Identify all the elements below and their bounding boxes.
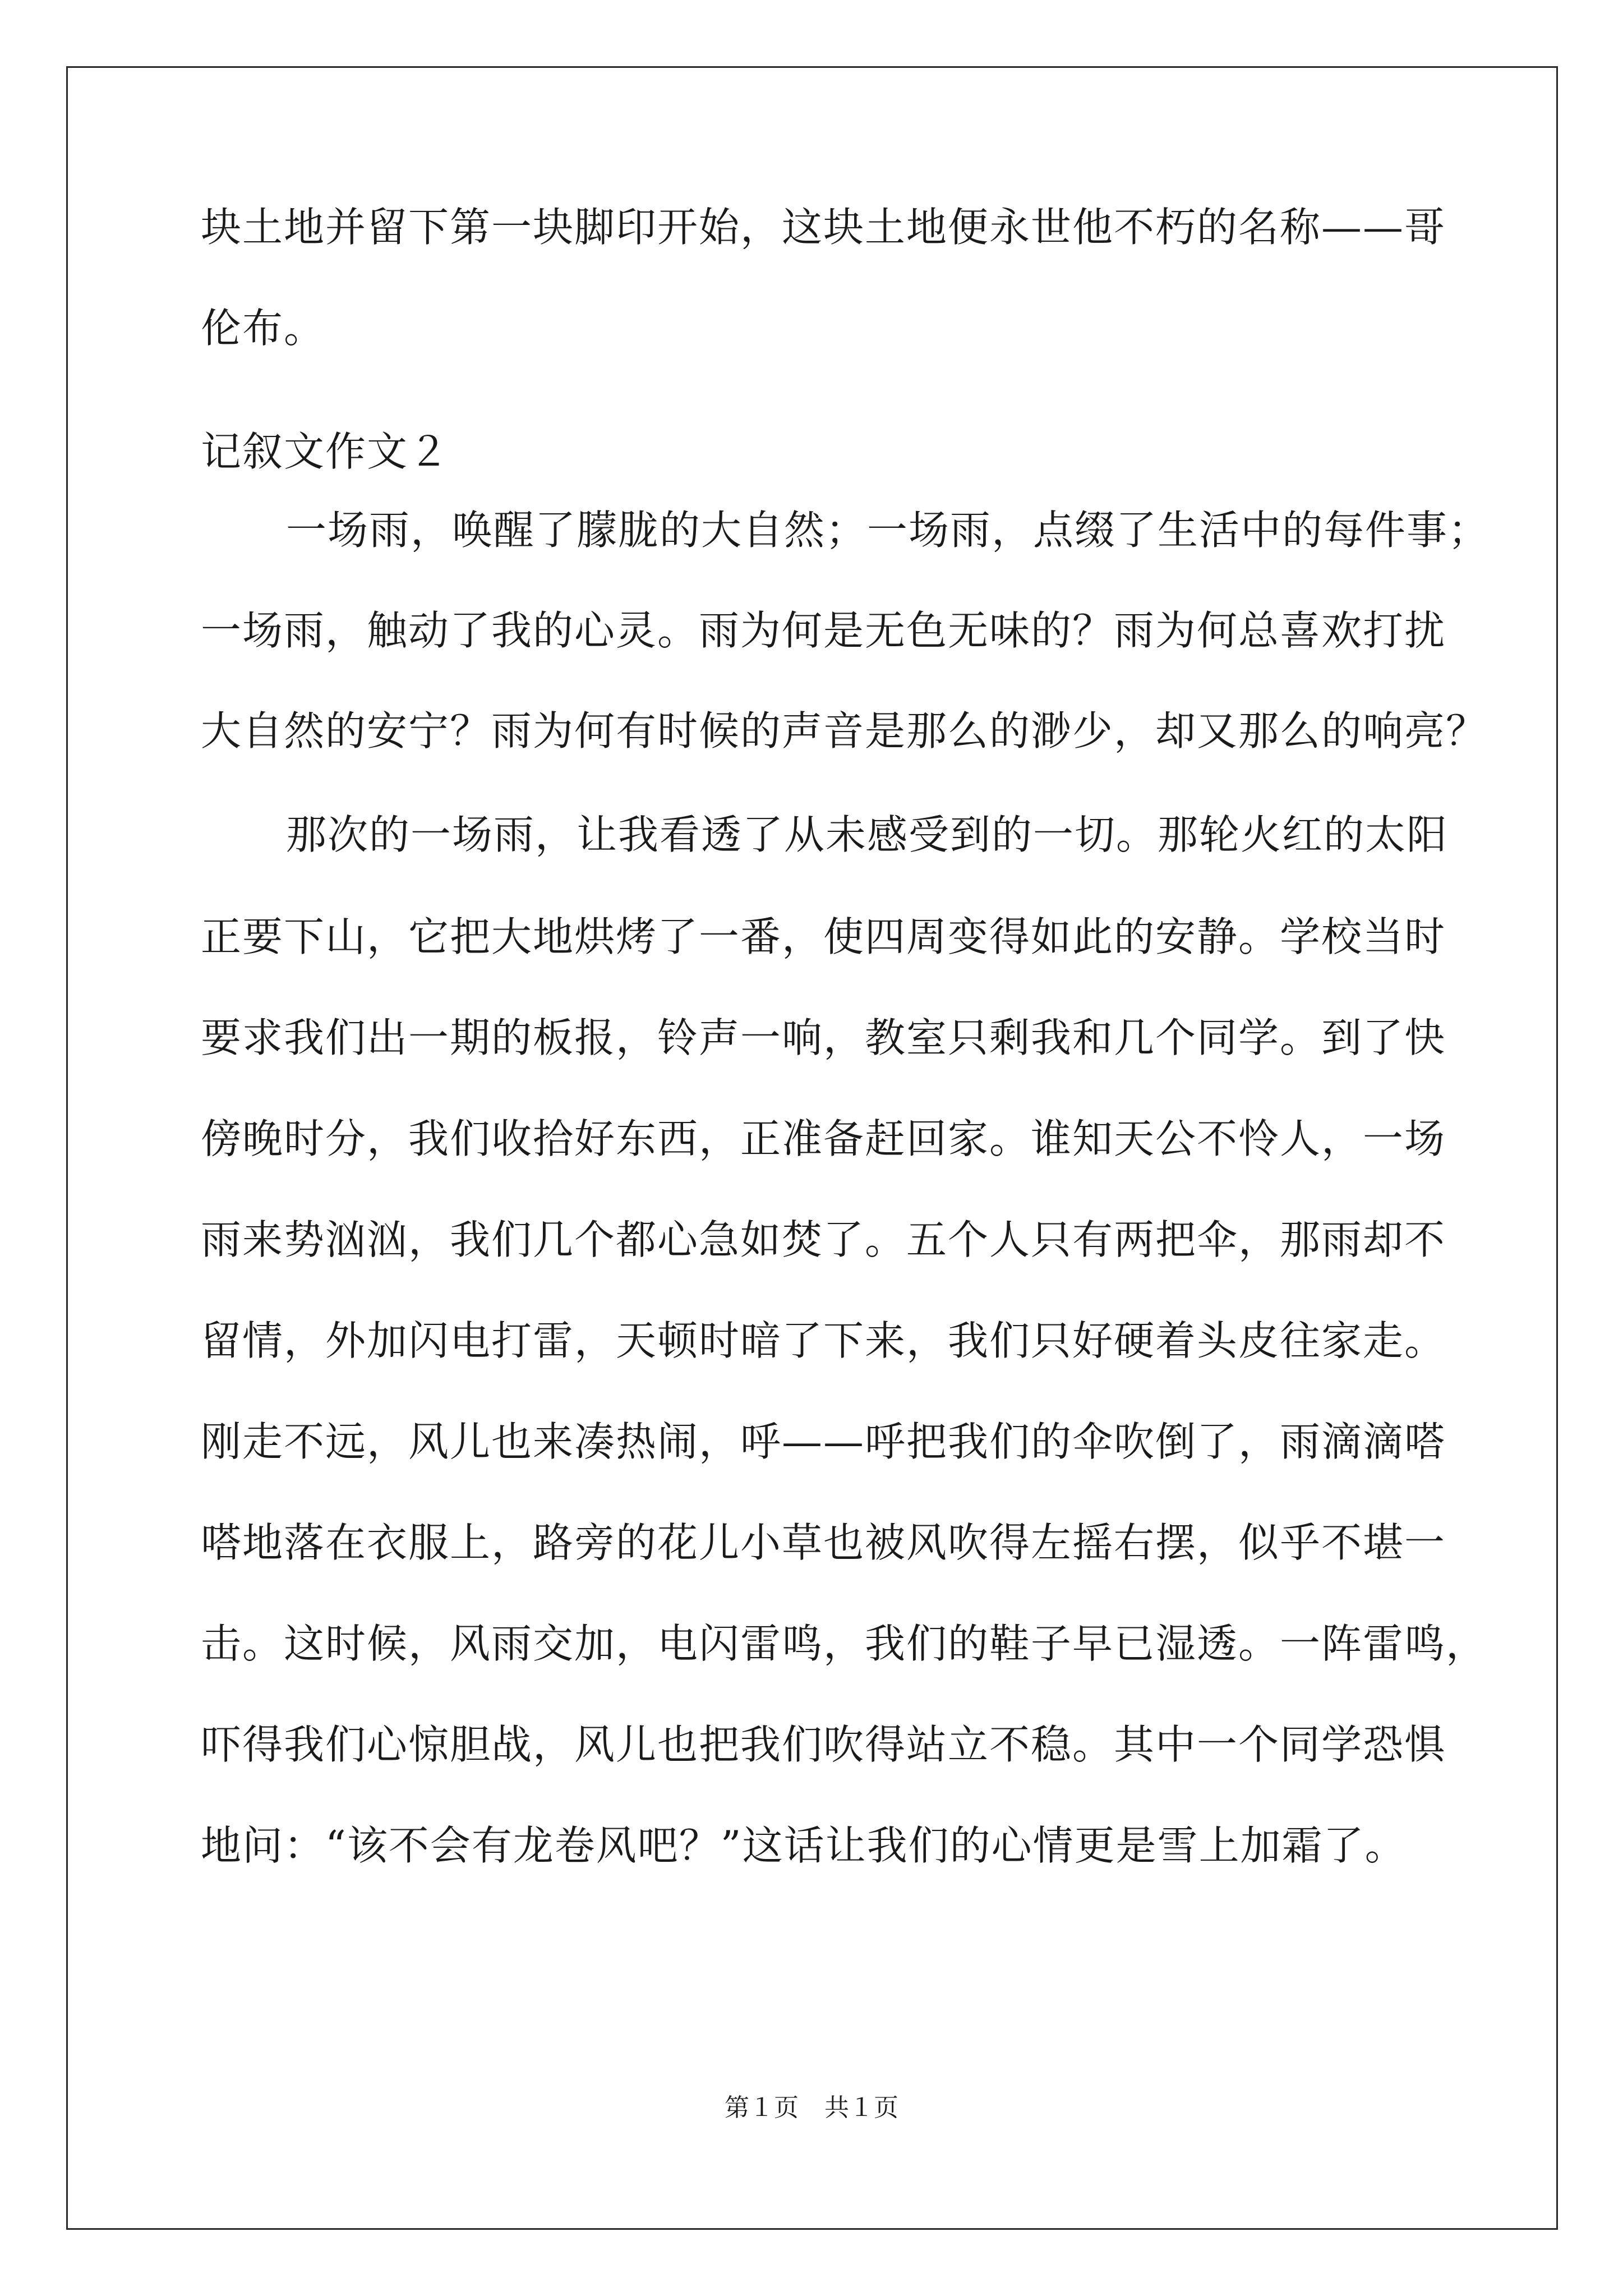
page-footer: [0, 2091, 1623, 2125]
text-line: 刚走不远，风儿也来凑热闹，呼——呼把我们的伞吹倒了，雨滴滴嗒: [201, 1418, 1446, 1465]
paragraph-first-line: 那次的一场雨，让我看透了从未感受到的一切。那轮火红的太阳: [286, 811, 1449, 858]
text-line: 留情，外加闪电打雷，天顿时暗了下来，我们只好硬着头皮往家走。: [201, 1317, 1446, 1364]
text-line: 地问：“该不会有龙卷风吧？”这话让我们的心情更是雪上加霜了。: [201, 1822, 1407, 1869]
text-line: 块土地并留下第一块脚印开始，这块土地便永世他不朽的名称——哥: [201, 204, 1446, 251]
text-line: 要求我们出一期的板报，铃声一响，教室只剩我和几个同学。到了快: [201, 1014, 1446, 1061]
page-total: 共１页: [824, 2093, 898, 2122]
text-line: 大自然的安宁？雨为何有时候的声音是那么的渺少，却又那么的响亮？: [201, 707, 1488, 754]
text-line: 嗒地落在衣服上，路旁的花儿小草也被风吹得左摇右摆，似乎不堪一: [201, 1519, 1446, 1566]
text-line: 一场雨，触动了我的心灵。雨为何是无色无味的？雨为何总喜欢打扰: [201, 607, 1446, 654]
text-line: 正要下山，它把大地烘烤了一番，使四周变得如此的安静。学校当时: [201, 913, 1446, 960]
text-line: 击。这时候，风雨交加，电闪雷鸣，我们的鞋子早已湿透。一阵雷鸣，: [201, 1620, 1488, 1667]
text-line: 傍晚时分，我们收拾好东西，正准备赶回家。谁知天公不怜人，一场: [201, 1115, 1446, 1162]
text-line: 吓得我们心惊胆战，风儿也把我们吹得站立不稳。其中一个同学恐惧: [201, 1721, 1446, 1768]
text-line: 雨来势汹汹，我们几个都心急如焚了。五个人只有两把伞，那雨却不: [201, 1216, 1446, 1263]
page-number: 第１页: [725, 2093, 799, 2122]
section-heading: 记叙文作文２: [201, 428, 450, 475]
text-line: 伦布。: [201, 305, 326, 352]
paragraph-first-line: 一场雨，唤醒了朦胧的大自然；一场雨，点缀了生活中的每件事；: [286, 507, 1490, 554]
